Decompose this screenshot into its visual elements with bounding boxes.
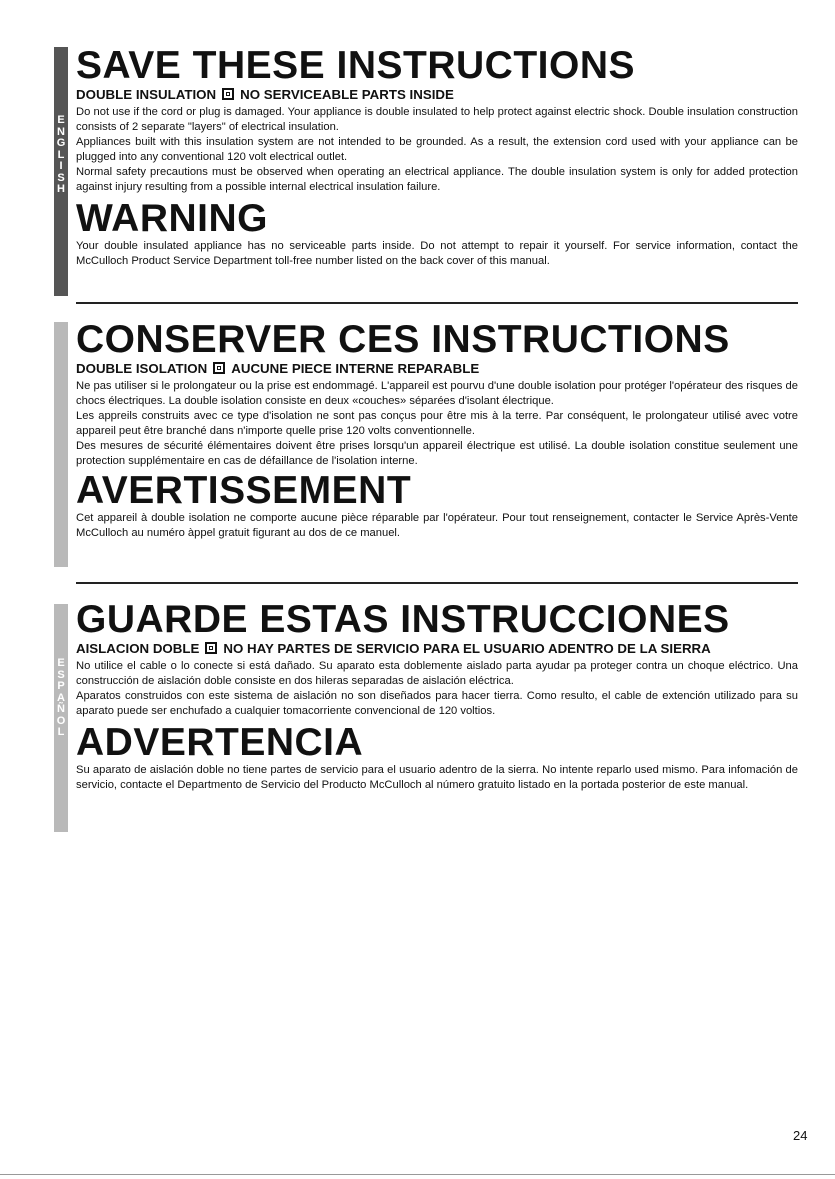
spanish-warning-text: Su aparato de aislación doble no tiene partes de servicio para el usuario adentro de la sierra. No intente reparlo used mismo. Para infomación de servicio, contacte el Departmento de Servicio del Producto McCulloch al número gratuito listado en la portada posterior de este manual.	[76, 764, 798, 791]
tab-letter: N	[57, 125, 65, 138]
tab-letter: G	[56, 137, 66, 149]
double-insulation-icon	[205, 642, 217, 654]
tab-letter: S	[57, 668, 65, 681]
tab-letter: H	[57, 183, 65, 195]
french-paragraph: Ne pas utiliser si le prolongateur ou la prise est endommagé. L'appareil est pourvu d'une double isolation pour protéger l'opérateur des risques de chocs électriques. La double isolation consiste en deux «couches» séparées d'isolant électrique.	[76, 380, 798, 407]
spanish-title: GUARDE ESTAS INSTRUCCIONES	[76, 598, 730, 641]
tab-letter: I	[59, 160, 63, 172]
english-side-tab	[54, 47, 68, 296]
subtitle-right: NO HAY PARTES DE SERVICIO PARA EL USUARIO ADENTRO DE LA SIERRA	[223, 641, 711, 656]
double-insulation-icon	[222, 88, 234, 100]
subtitle-left: DOUBLE ISOLATION	[76, 361, 208, 376]
spanish-subtitle	[76, 642, 798, 656]
french-warning-title: AVERTISSEMENT	[76, 469, 412, 512]
tab-letter: E	[57, 657, 65, 669]
tab-letter: L	[57, 726, 65, 738]
section-divider	[76, 582, 798, 584]
double-insulation-icon	[213, 362, 225, 374]
tab-letter: E	[57, 114, 65, 126]
english-subtitle	[76, 88, 798, 102]
tab-letter: P	[57, 680, 65, 692]
english-paragraph: Normal safety precautions must be observed when operating an electrical appliance. The double insulation system is only for added protection against injury resulting from a possible internal electrical insulation failure.	[76, 166, 798, 193]
spanish-paragraph: No utilice el cable o lo conecte si está dañado. Su aparato esta doblemente aislado parta ayudar pa proteger contra un choque eléctrico. Una construcción de aislación doble consiste en dos hileras separadas de aislación eléctrica.	[76, 660, 798, 687]
english-paragraph: Do not use if the cord or plug is damaged. Your appliance is double insulated to help protect against electric shock. Double insulation construction consists of 2 separate "layers" of electrical insulation.	[76, 106, 798, 133]
french-paragraph: Des mesures de sécurité élémentaires doivent être prises lorsqu'un appareil électrique est utilisé. La double isolation constitue seulement une protection supplémentaire en cas de défaillance de l'isolation interne.	[76, 440, 798, 467]
english-warning-title: WARNING	[76, 197, 268, 240]
subtitle-right: NO SERVICEABLE PARTS INSIDE	[240, 87, 454, 102]
english-paragraph: Appliances built with this insulation system are not intended to be grounded. As a result, the extension cord used with your appliance can be plugged into any conventional 120 volt electrical outlet.	[76, 136, 798, 163]
english-warning-text: Your double insulated appliance has no serviceable parts inside. Do not attempt to repair it yourself. For service information, contact the McCulloch Product Service Department toll-free number listed on the back cover of this manual.	[76, 240, 798, 267]
tab-letter: O	[56, 714, 66, 727]
tab-letter: A	[57, 691, 65, 704]
spanish-warning-title: ADVERTENCIA	[76, 721, 364, 764]
subtitle-right: AUCUNE PIECE INTERNE REPARABLE	[231, 361, 480, 376]
page-number: 24	[793, 1128, 808, 1143]
tab-letter: Ñ	[57, 703, 65, 715]
french-side-tab	[54, 322, 68, 567]
section-divider	[76, 302, 798, 304]
french-warning-text: Cet appareil à double isolation ne comporte aucune pièce réparable par l'opérateur. Pour tout renseignement, contacter le Service Après-Vente McCulloch au numéro àppel gratuit figurant au dos de ce manuel.	[76, 512, 798, 539]
english-title: SAVE THESE INSTRUCTIONS	[76, 44, 636, 87]
subtitle-left: AISLACION DOBLE	[76, 641, 200, 656]
spanish-side-tab	[54, 604, 68, 832]
french-paragraph: Les appreils construits avec ce type d'isolation ne sont pas conçus pour être mis à la terre. Par conséquent, le prolongateur utilisé avec votre appareil peut être branché dans n'importe quelle prise 120 volts conventionnelle.	[76, 410, 798, 437]
french-title: CONSERVER CES INSTRUCTIONS	[76, 318, 730, 361]
tab-letter: S	[57, 171, 65, 184]
tab-letter: L	[57, 148, 65, 161]
spanish-paragraph: Aparatos construidos con este sistema de aislación no son diseñados para hacer tierra. Como resulto, el cable de extención utilizado para su aparato puede ser enchufado a cualquier tomacorriente convencional de 120 voltios.	[76, 690, 798, 717]
french-subtitle	[76, 362, 798, 376]
page-bottom-edge	[0, 1174, 835, 1175]
subtitle-left: DOUBLE INSULATION	[76, 87, 217, 102]
